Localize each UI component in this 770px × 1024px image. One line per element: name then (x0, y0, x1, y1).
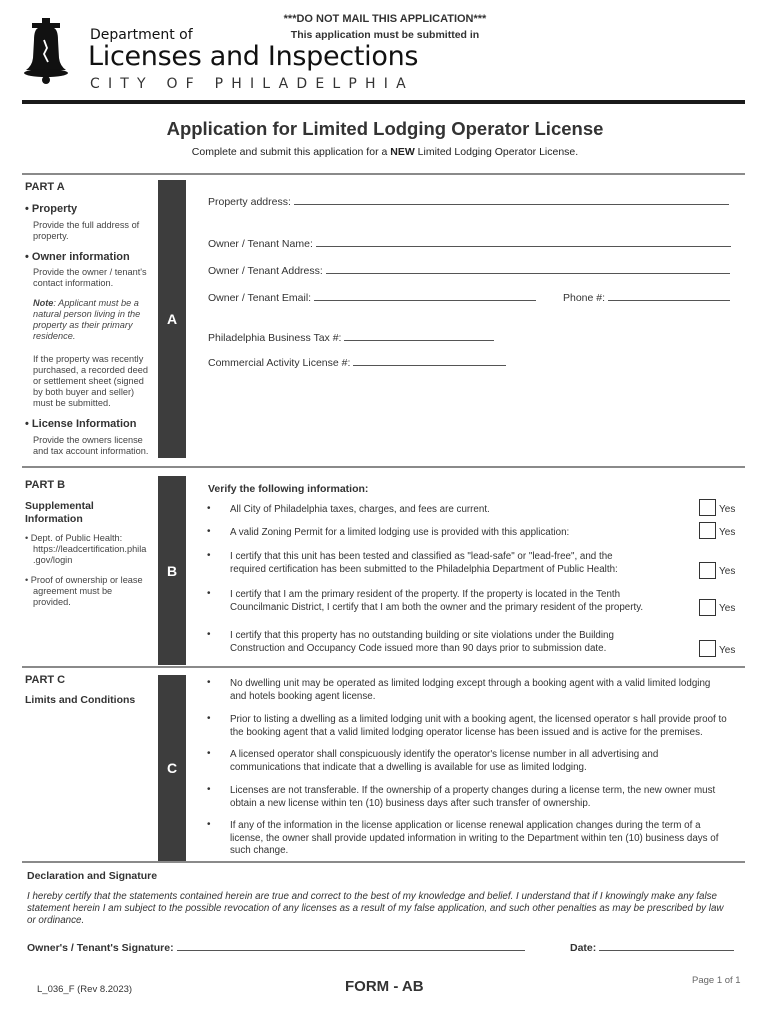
purchase-help (33, 354, 148, 409)
note-line: property as their primary (33, 320, 133, 330)
limits-heading: Limits and Conditions (25, 694, 136, 706)
checkbox-taxes[interactable] (699, 499, 716, 516)
checkbox-violations[interactable] (699, 640, 716, 657)
owner-email-label: Owner / Tenant Email: (208, 292, 312, 304)
part-b-label: PART B (25, 479, 66, 491)
bullet: • (207, 677, 211, 688)
item-line: A licensed operator shall conspicuously identify the operator's license number in all advertising and (230, 749, 659, 760)
tax-line[interactable] (344, 331, 494, 341)
help-line: contact information. (33, 278, 114, 288)
cal-field[interactable] (208, 356, 506, 369)
verify-item-zoning (230, 527, 569, 540)
section-rule (22, 861, 745, 863)
tax-label: Philadelphia Business Tax #: (208, 332, 342, 344)
subtitle-text: Complete and submit this application for a (191, 146, 391, 158)
owner-email-line[interactable] (314, 291, 536, 301)
help-line: Provide the full address of (33, 220, 140, 230)
help-line: If the property was recently (33, 354, 144, 364)
phone-line[interactable] (608, 291, 730, 301)
signature-field[interactable] (27, 941, 525, 954)
property-address-label: Property address: (208, 196, 291, 208)
item-line: I certify that this unit has been tested and classified as "lead-safe" or "lead-free", and the (230, 551, 613, 562)
owner-address-field[interactable] (208, 264, 730, 277)
checkbox-resident[interactable] (699, 599, 716, 616)
help-line: property. (33, 231, 69, 241)
declaration-line: or ordinance. (27, 915, 85, 926)
help-line: purchased, a recorded deed (33, 365, 148, 375)
owner-address-label: Owner / Tenant Address: (208, 265, 323, 277)
condition-transfer (230, 785, 715, 810)
condition-license-number (230, 749, 658, 774)
declaration-line: statement herein I am subject to the possible revocation of any licenses as a result of my false application, and such other penalties as may be prescribed by law (27, 903, 724, 914)
bullet: • (207, 526, 211, 537)
page-number: Page 1 of 1 (692, 975, 741, 986)
health-url[interactable]: https://leadcertification.phila (33, 544, 147, 554)
owner-email-field[interactable] (208, 291, 536, 304)
owner-heading: • Owner information (25, 251, 130, 263)
item-line: I certify that this property has no outstanding building or site violations under the Building (230, 630, 614, 641)
header-rule (22, 100, 745, 104)
lease-help: • Proof of ownership or lease agreement must be provided. (25, 575, 143, 607)
cal-label: Commercial Activity License #: (208, 357, 351, 369)
condition-updates (230, 820, 718, 858)
date-line[interactable] (599, 941, 734, 951)
license-heading: • License Information (25, 418, 137, 430)
bullet: • (207, 588, 211, 599)
item-line: All City of Philadelphia taxes, charges, and fees are current. (230, 504, 490, 515)
health-help: • Dept. of Public Health: https://leadcertification.phila .gov/login (25, 533, 147, 565)
item-line: the booking agent that a valid limited lodging operator license has been issued and is active for the premises. (230, 726, 703, 738)
verify-item-taxes (230, 504, 490, 517)
verify-heading: Verify the following information: (208, 483, 369, 495)
city-name: CITY OF PHILADELPHIA (90, 76, 414, 92)
help-line: Provide the owner / tenant's (33, 267, 147, 277)
signature-line[interactable] (177, 941, 525, 951)
owner-name-label: Owner / Tenant Name: (208, 238, 313, 250)
subtitle-bold: NEW (390, 146, 415, 158)
dept-name-large: Licenses and Inspections (88, 41, 419, 72)
part-a-label: PART A (25, 181, 65, 193)
item-line: communications that indicate that a dwelling is available for use as limited lodging. (230, 761, 587, 773)
dept-name-small: Department of (90, 27, 193, 43)
condition-booking-agent (230, 678, 710, 703)
owner-heading-text: Owner information (31, 251, 130, 263)
phone-field[interactable] (563, 291, 730, 304)
item-line: obtain a new license within ten (10) business days after such transfer of ownership. (230, 797, 591, 809)
bullet: • (207, 550, 211, 561)
owner-address-line[interactable] (326, 264, 730, 274)
help-line: by both buyer and seller) (33, 387, 135, 397)
page-title: Application for Limited Lodging Operator License (166, 118, 604, 139)
section-rule (22, 173, 745, 175)
yes-label: Yes (719, 566, 736, 577)
verify-item-violations (230, 630, 614, 655)
item-line: A valid Zoning Permit for a limited lodging use is provided with this application: (230, 527, 570, 538)
item-line: Licenses are not transferable. If the ownership of a property changes during a license term, the new owner must (230, 785, 716, 796)
note-line: natural person living in the (33, 309, 141, 319)
owner-note (33, 298, 140, 342)
part-c-bar: C (158, 675, 186, 861)
yes-label: Yes (719, 645, 736, 656)
property-heading-text: Property (31, 203, 78, 215)
liberty-bell-logo-icon (22, 18, 70, 86)
form-code: L_036_F (Rev 8.2023) (37, 984, 133, 995)
page-subtitle (0, 146, 770, 158)
help-line: and tax account information. (33, 446, 149, 456)
submission-notice: This application must be submitted in (290, 29, 480, 41)
item-line: If any of the information in the license application or license renewal application changes during the term of a (230, 820, 701, 831)
date-label: Date: (570, 942, 597, 954)
item-line: required certification has been submitted to the Philadelphia Department of Public Health: (230, 563, 618, 575)
owner-help (33, 267, 147, 289)
bullet: • (207, 713, 211, 724)
bullet: • (207, 819, 211, 830)
declaration-heading: Declaration and Signature (27, 870, 158, 882)
item-line: Construction and Occupancy Code issued more than 90 days prior to submission date. (230, 642, 607, 654)
property-heading: • Property (25, 203, 78, 215)
declaration-line: I hereby certify that the statements contained herein are true and correct to the best of my knowledge and belief. I understand that if I knowingly make any false (27, 891, 717, 902)
part-a-bar: A (158, 180, 186, 458)
item-line: and hotels booking agent license. (230, 690, 376, 702)
supplemental-heading-line: Information (25, 513, 83, 525)
license-help (33, 435, 148, 457)
supplemental-heading (25, 500, 94, 526)
item-line: Councilmanic District, I certify that I am both the owner and the primary resident of the property. (230, 601, 644, 613)
part-c-label: PART C (25, 674, 66, 686)
note-line: : Applicant must be a (53, 298, 139, 308)
yes-label: Yes (719, 603, 736, 614)
property-address-field[interactable] (208, 195, 729, 208)
item-line: No dwelling unit may be operated as limited lodging except through a booking agent with a valid limited lodging (230, 678, 711, 689)
help-line: must be submitted. (33, 398, 111, 408)
signature-label: Owner's / Tenant's Signature: (27, 942, 174, 954)
help-line: Provide the owners license (33, 435, 143, 445)
help-line: Proof of ownership or lease (30, 575, 143, 585)
property-help (33, 220, 139, 242)
property-address-line[interactable] (294, 195, 729, 205)
item-line: I certify that I am the primary resident of the property. If the property is located in the Tenth (230, 589, 621, 600)
owner-name-line[interactable] (316, 237, 731, 247)
bullet: • (207, 629, 211, 640)
item-line: Prior to listing a dwelling as a limited lodging unit with a booking agent, the licensed operator s hall provide proof to (230, 714, 727, 725)
help-line: agreement must be (33, 586, 113, 596)
verify-item-resident (230, 589, 643, 614)
part-b-bar: B (158, 476, 186, 665)
verify-item-lead (230, 551, 618, 576)
owner-name-field[interactable] (208, 237, 731, 250)
do-not-mail-notice: ***DO NOT MAIL THIS APPLICATION*** (283, 13, 487, 25)
note-label: Note (33, 298, 54, 308)
health-url-end[interactable]: .gov/login (33, 555, 73, 565)
cal-line[interactable] (353, 356, 506, 366)
help-line: or settlement sheet (signed (33, 376, 144, 386)
yes-label: Yes (719, 504, 736, 515)
supplemental-heading-line: Supplemental (25, 500, 94, 512)
item-line: license, the owner shall provide updated information in writing to the Department within ten (10) business days of (230, 832, 719, 844)
declaration-text (27, 891, 724, 927)
license-heading-text: License Information (31, 418, 137, 430)
section-rule (22, 466, 745, 468)
note-line: residence. (33, 331, 76, 341)
checkbox-zoning[interactable] (699, 522, 716, 539)
checkbox-lead[interactable] (699, 562, 716, 579)
form-name: FORM - AB (345, 978, 424, 995)
tax-field[interactable] (208, 331, 494, 344)
item-line: such change. (230, 845, 289, 856)
help-line: provided. (33, 597, 71, 607)
help-line: Dept. of Public Health: (30, 533, 123, 543)
condition-proof (230, 714, 727, 739)
bullet: • (207, 784, 211, 795)
subtitle-text-end: Limited Lodging Operator License. (414, 146, 579, 158)
phone-label: Phone #: (563, 292, 606, 304)
bullet: • (207, 503, 211, 514)
yes-label: Yes (719, 527, 736, 538)
date-field[interactable] (570, 941, 734, 954)
section-rule (22, 666, 745, 668)
bullet: • (207, 748, 211, 759)
